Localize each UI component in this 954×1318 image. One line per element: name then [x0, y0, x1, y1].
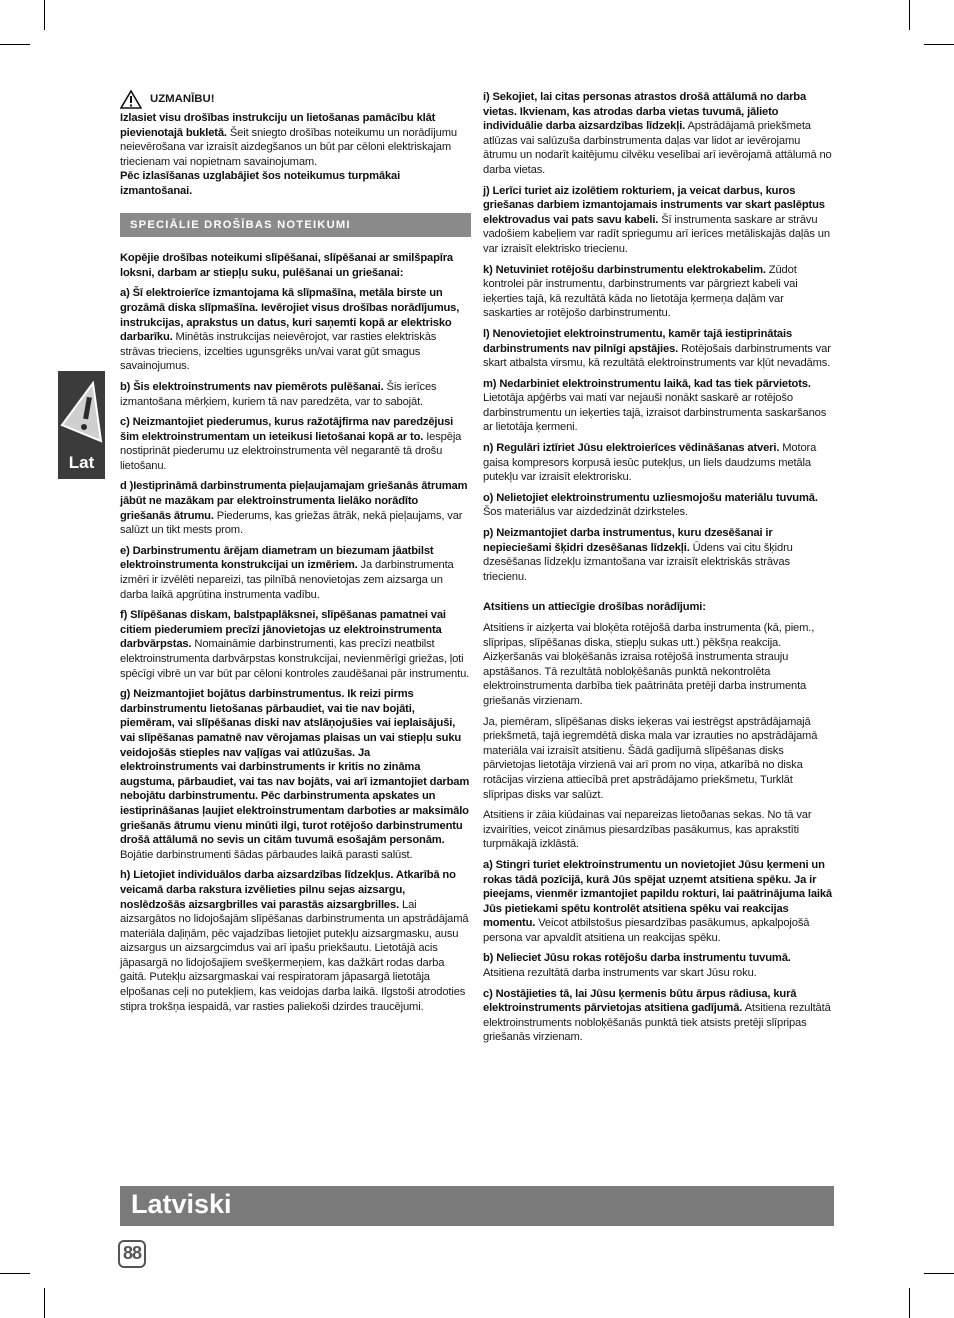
crop-mark	[924, 1273, 954, 1274]
intro-paragraph: Kopējie drošības noteikumi slīpēšanai, slīpēšanai ar smilšpapīra loksni, darbam ar stiepļu suku, pulēšanai un griešanai:	[120, 252, 453, 279]
kickback-paragraph: Atsitiens ir aizķerta vai bloķēta rotējošā darba instrumenta (kā, piem., slīpripas, slīpēšanas diska, stiepļu sukas utt.) pēkšņa reakcija. Aizķeršanās vai bloķēšanās izraisa rotējošā instrumenta strauju apstāšanos. Tā rezultātā nobloķēšanās punktā nekontrolēta elektroinstrumenta darbība tiek paātrināta pretēji darba instrumenta griešanās virzienam.	[483, 622, 815, 707]
kickback-rule-a: a) Stingri turiet elektroinstrumentu un novietojiet Jūsu ķermeni un rokas tādā pozīcijā, kurā Jūs spējat uzņemt atsitiena spēku. Ja ir pieejams, vienmēr izmantojiet papildu rokturi, lai paātrinājuma laikā Jūs pietiekami spētu kontrolēt atsitiena spēku vai reakcijas momentu. Veicot atbilstošus piesardzības pasākumus, apkalpojošā persona var apvaldīt atsitiena un reakcijas spēku.	[483, 858, 833, 944]
rule-a: a) Šī elektroierīce izmantojama kā slīpmašīna, metāla birste un grozāmā diska slīpmašīna. Ievērojiet visus drošības norādījumus, instrukcijas, aprakstus un datus, kuri saņemti kopā ar elektrisko darbarīku. Minētās instrukcijas neievērojot, var rasties elektriskās strāvas trieciens, izcelties ugunsgrēks un/vai varat gūt smagus savainojumus.	[120, 287, 460, 373]
rule-j: j) Lerīci turiet aiz izolētiem rokturiem, ja veicat darbus, kuros griešanas darbiem izmantojamais instruments var skart paslēptus elektrovadus vai pats savu kabeli. Šī instrumenta saskare ar strāvu vadošiem kabeļiem var radīt spriegumu arī ierīces metāliskajās daļās un var izraisīt elektrisko triecienu.	[483, 184, 830, 255]
left-column	[120, 90, 471, 1020]
crop-mark	[909, 1288, 910, 1318]
rule-b: b) Šis elektroinstruments nav piemērots pulēšanai. Šis ierīces izmantošana mērķiem, kuriem tā nav paredzēta, var to sabojāt.	[120, 380, 437, 408]
rule-c: c) Neizmantojiet piederumus, kurus ražotājfirma nav paredzējusi šim elektroinstrumentam un ieteikusi lietošanai kopā ar to. Iespēja nostiprināt piederumu uz elektroinstrumenta vēl negarantē tā drošu lietošanu.	[120, 416, 462, 472]
language-tab	[58, 371, 105, 479]
crop-mark	[924, 44, 954, 45]
warning-paragraph: Izlasiet visu drošības instrukciju un lietošanas pamācību klāt pievienotajā bukletā. Šeit sniegto drošības noteikumu un norādījumu neievērošana var izraisīt aizdegšanos un būt par cēloni elektriskajam triecienam vai nopietnam savainojumam. Pēc izlasīšanas uzglabājiet šos noteikumus turpmākai izmantošanai.	[120, 112, 457, 197]
rule-e: e) Darbinstrumentu ārējam diametram un biezumam jāatbilst elektroinstrumenta konstrukcijai un izmēriem. Ja darbinstrumenta izmēri ir izvēlēti nepareizi, tas pilnībā nenovietojas zem aizsarga un darba laikā apgrūtina instrumenta vadību.	[120, 544, 454, 601]
kickback-heading: Atsitiens un attiecīgie drošības norādījumi:	[483, 601, 706, 614]
rule-k: k) Netuviniet rotējošu darbinstrumentu elektrokabelim. Zūdot kontrolei pār instrumentu, darbinstruments var pārgriezt kabeli vai ieķerties tajā, kā rezultātā kāda no lietotāja ķermeņa daļām var saskarties ar rotējošo darbinstrumentu.	[483, 263, 798, 320]
page-number: 88	[118, 1240, 146, 1268]
rule-f: f) Slīpēšanas diskam, balstpaplāksnei, slīpēšanas pamatnei vai citiem piederumiem precīzi jānovietojas uz elektroinstrumenta darbvārpstas. Nomaināmie darbinstrumenti, kas precīzi neatbilst elektroinstrumenta darbvārpstas konstrukcijai, nevienmērīgi griežas, ļoti spēcīgi vibrē un var būt par cēloni kontroles zaudēšanai pār instrumentu.	[120, 609, 470, 680]
crop-mark	[44, 1288, 45, 1318]
rule-h: h) Lietojiet individuālos darba aizsardzības līdzekļus. Atkarībā no veicamā darba rakstura izvēlieties pilnu sejas aizsargu, noslēdzošās aizsargbrilles vai parastās aizsargbrilles. Lai aizsargātos no lidojošajām slīpēšanas darbinstrumenta un apstrādājamā materiāla daļiņām, pēc vajadzības lietojiet putekļu aizsargmasku, ausu aizsargus un aizsargcimdus vai arī ipašu priekšautu. Lietotājā acis jāpasargā no lidojošajiem svešķermeņiem, kas dažkārt rodas darba gaitā. Putekļu aizsargmaskai vai respiratoram jāpasargā lietotāja elpošanas ceļi no putekļiem, kas veidojas darba laikā. Ilgstoši atrodoties stipra trokšņa iespaidā, var rasties paliekoši dzirdes traucējumi.	[120, 869, 469, 1013]
crop-mark	[909, 0, 910, 30]
rule-i: i) Sekojiet, lai citas personas atrastos drošā attālumā no darba vietas. Ikvienam, kas atrodas darba vietas tuvumā, jālieto individuālie darba aizsardzības līdzekļi. Apstrādājamā priekšmeta atlūzas vai salūzuša darbinstrumenta daļas var lidot ar ievērojamu ātrumu un nodarīt kaitējumu cilvēku veselībai arī ievērojamā attālumā no darba vietas.	[483, 91, 832, 176]
warning-icon	[120, 90, 142, 109]
footer-title: Latviski	[131, 1189, 232, 1219]
kickback-paragraph: Atsitiens ir zāia kiūdainas vai nepareizas lietoðanas sekas. No tā var izvairīties, veicot zināmus piesardzības pasākumus, kas aprakstīti turpmākajā izklāstā.	[483, 809, 812, 851]
rule-p: p) Neizmantojiet darba instrumentus, kuru dzesēšanai ir nepieciešami šķidri dzesēšanas līdzekļi. Ūdens vai citu šķidru dzesēšanas līdzekļu izmantošana var izraisīt elektriskās strāvas triecienu.	[483, 527, 793, 583]
crop-mark	[0, 44, 30, 45]
crop-mark	[0, 1273, 30, 1274]
right-column	[483, 90, 834, 1051]
footer-language-bar	[120, 1186, 834, 1226]
rule-d: d )Iestiprināmā darbinstrumenta pieļaujamajam griešanās ātrumam jābūt ne mazākam par elektroinstrumenta lielāko norādīto griešanās ātrumu. Piederums, kas griežas ātrāk, nekā pieļaujams, var salūzt un tikt mests prom.	[120, 480, 468, 537]
warning-heading	[120, 90, 471, 109]
rule-m: m) Nedarbiniet elektroinstrumentu laikā, kad tas tiek pārvietots. Lietotāja apģērbs vai mati var nejauši nonākt saskarē ar rotējošo darbinstrumentu un ieķerties tajā, izraisot darbinstrumenta saskaršanos ar lietotāja ķermeni.	[483, 377, 827, 434]
warning-title: UZMANĪBU!	[150, 93, 215, 106]
kickback-rule-b: b) Nelieciet Jūsu rokas rotējošu darba instrumentu tuvumā. Atsitiena rezultātā darba instruments var skart Jūsu roku.	[483, 952, 791, 980]
rule-l: l) Nenovietojiet elektroinstrumentu, kamēr tajā iestiprinātais darbinstruments nav pilnīgi apstājies. Rotējošais darbinstruments var skart atbalsta virsmu, kā rezultātā elektroinstruments var kļūt nevadāms.	[483, 327, 831, 370]
crop-mark	[44, 0, 45, 30]
section-heading: SPECIĀLIE DROŠĪBAS NOTEIKUMI	[120, 213, 471, 238]
language-tab-label: Lat	[68, 453, 95, 472]
rule-o: o) Nelietojiet elektroinstrumentu uzliesmojošu materiālu tuvumā. Šos materiālus var aizdedzināt dzirksteles.	[483, 491, 818, 519]
kickback-rule-c: c) Nostājieties tā, lai Jūsu ķermenis būtu ārpus rādiusa, kurā elektroinstruments pārvietojas atsitiena gadījumā. Atsitiena rezultātā elektroinstruments nobloķēšanās punktā tiek atsists pretēji slīpripas griešanās virzienam.	[483, 987, 831, 1044]
rule-g: g) Neizmantojiet bojātus darbinstrumentus. Ik reizi pirms darbinstrumentu lietošanas pārbaudiet, vai tie nav bojāti, piemēram, vai slīpēšanas diski nav atslāņojušies vai ieplaisājuši, vai slīpēšanas pamatnē nav vērojamas plaisas un vai stiepļu suku veidojošās stieples nav vaļīgas vai atlūzušas. Ja elektroinstruments vai darbinstruments ir kritis no zināma augstuma, pārbaudiet, vai tas nav bojāts, vai arī izmantojiet darbam nebojātu darbinstrumentu. Pēc darbinstrumenta apskates un iestiprināšanas ļaujiet elektroinstrumentam darboties ar maksimālo griešanās ātrumu vienu minūti ilgi, turot rotējošo darbinstrumentu drošā attālumā no sevis un citām tuvumā esošajām personām. Bojātie darbinstrumenti šādas pārbaudes laikā parasti salūst.	[120, 688, 470, 861]
warning-triangle-icon	[60, 381, 103, 451]
rule-n: n) Regulāri iztīriet Jūsu elektroierīces vēdināšanas atveri. Motora gaisa kompresors korpusā iesūc putekļus, un liels daudzums metāla putekļu var izraisīt elektrorisku.	[483, 442, 817, 484]
kickback-paragraph: Ja, piemēram, slīpēšanas disks ieķeras vai iestrēgst apstrādājamajā priekšmetā, tajā iegremdētā diska mala var izrauties no apstrādājamā materiāla vai izraisīt atsitienu. Šādā gadījumā slīpēšanas disks pārvietojas lietotāja virzienā vai arī prom no viņa, atkarībā no diska rotācijas virziena attiecībā pret apstrādājamo priekšmetu, Turklāt slīpripas disks var salūzt.	[483, 715, 818, 801]
